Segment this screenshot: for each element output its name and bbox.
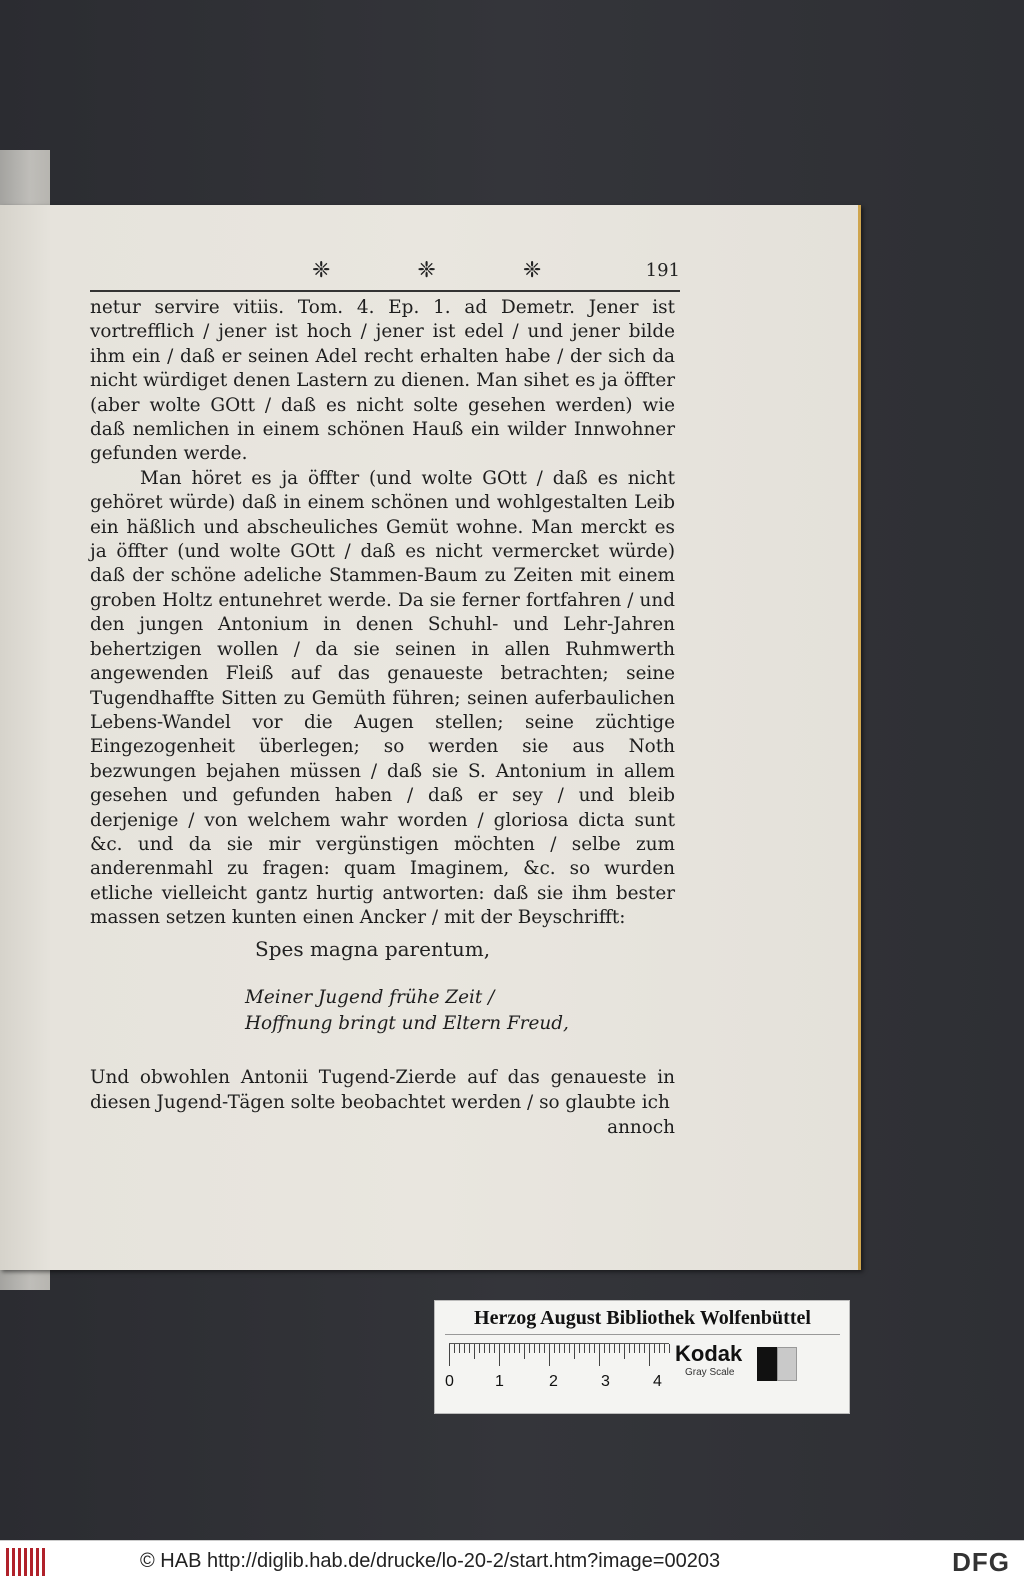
catchword: annoch bbox=[607, 1117, 675, 1138]
ruler-tick bbox=[584, 1344, 585, 1353]
ruler-tick bbox=[619, 1344, 620, 1353]
paragraph-1: netur servire vitiis. Tom. 4. Ep. 1. ad Demetr. Jener ist vortrefflich / jener ist hoch / jener ist edel / und jener bilde ihm ein / daß er seinen Adel recht erhalten habe / der sich da nicht würdiget denen Lastern zu dienen. Man sihet es ja öffter (aber wolte GOtt / daß es nicht solte gesehen werden) wie daß nemlichen in einem schönen Hauß ein wilder Innwohner gefunden werde. bbox=[90, 297, 675, 465]
ruler-tick bbox=[459, 1344, 460, 1353]
ruler-tick bbox=[654, 1344, 655, 1353]
ruler-tick bbox=[664, 1344, 665, 1353]
ruler-tick bbox=[589, 1344, 590, 1353]
ruler-tick bbox=[629, 1344, 630, 1353]
ruler-tick bbox=[579, 1344, 580, 1353]
dfg-logo: DFG bbox=[952, 1547, 1010, 1577]
ruler-number: 3 bbox=[601, 1373, 610, 1390]
black-swatch bbox=[757, 1347, 777, 1381]
ruler-tick bbox=[669, 1344, 670, 1353]
verse-line-1: Meiner Jugend frühe Zeit / bbox=[245, 987, 495, 1008]
ornament-row: ❈ ❈ ❈ bbox=[312, 258, 582, 283]
ruler-tick bbox=[639, 1344, 640, 1353]
color-calibration-card bbox=[434, 1300, 850, 1414]
latin-motto: Spes magna parentum, bbox=[255, 937, 491, 961]
ruler-number: 2 bbox=[549, 1373, 558, 1390]
ruler-tick bbox=[484, 1344, 485, 1353]
ruler-number: 0 bbox=[445, 1373, 454, 1390]
ruler-tick bbox=[644, 1344, 645, 1353]
ruler-tick bbox=[504, 1344, 505, 1353]
ruler-tick bbox=[494, 1344, 495, 1353]
footer-bar bbox=[0, 1540, 1024, 1583]
ruler-tick bbox=[479, 1344, 480, 1353]
gray-scale-label: Gray Scale bbox=[685, 1367, 735, 1378]
ruler-tick bbox=[539, 1344, 540, 1353]
ruler-tick bbox=[529, 1344, 530, 1353]
closing-text: Und obwohlen Antonii Tugend-Zierde auf das genaueste in diesen Jugend-Tägen solte beobachtet werden / so glaubte ich bbox=[90, 1067, 675, 1113]
ruler-tick bbox=[559, 1344, 560, 1353]
ruler-tick bbox=[634, 1344, 635, 1353]
hab-logo-icon bbox=[6, 1548, 46, 1576]
ruler-tick bbox=[469, 1344, 470, 1353]
page-header bbox=[300, 258, 680, 288]
ruler-tick bbox=[544, 1344, 545, 1353]
ruler-tick bbox=[489, 1344, 490, 1353]
ruler-tick bbox=[574, 1344, 575, 1359]
ruler-tick bbox=[659, 1344, 660, 1353]
ruler-tick bbox=[649, 1344, 650, 1366]
ruler-tick bbox=[609, 1344, 610, 1353]
ruler-tick bbox=[599, 1344, 600, 1366]
ruler-tick bbox=[514, 1344, 515, 1353]
ruler-tick bbox=[524, 1344, 525, 1359]
ruler-tick bbox=[449, 1344, 450, 1366]
ruler-numbers bbox=[445, 1373, 675, 1393]
ruler-tick bbox=[614, 1344, 615, 1353]
body-text bbox=[90, 296, 675, 931]
ruler-tick bbox=[464, 1344, 465, 1353]
ruler-number: 4 bbox=[653, 1373, 662, 1390]
ruler-tick bbox=[499, 1344, 500, 1366]
gray-swatch bbox=[777, 1347, 797, 1381]
ruler-tick bbox=[624, 1344, 625, 1359]
page-number: 191 bbox=[645, 260, 680, 281]
paragraph-2: Man höret es ja öffter (und wolte GOtt / daß es nicht gehöret würde) daß in einem schönen und wohlgestalten Leib ein häßlich und abscheuliches Gemüt wohne. Man merckt es ja öffter (und wolte GOtt / daß es nicht vermercket würde) daß der schöne adeliche Stammen-Baum zu Zeiten mit einem groben Holtz entunehret werde. Da sie ferner fortfahren / und den jungen Antonium in denen Schuhl- und Lehr-Jahren behertzigen wollen / da sie seinen in allen Ruhmwerth angewenden Fleiß auf das genaueste betrachten; seine Tugendhaffte Sitten zu Gemüth führen; seinen auferbaulichen Lebens-Wandel vor die Augen stellen; seine züchtige Eingezogenheit überlegen; so werden sie aus Noth bezwungen bejahen müssen / daß sie S. Antonium in allem gesehen und gefunden haben / daß er sey / und bleib derjenige / von welchem wahr worden / gloriosa dicta sunt &c. und da sie mir vergünstigen möchten / selbe zum anderenmahl zu fragen: quam Imaginem, &c. so wurden etliche vielleicht gantz hurtig antworten: daß sie ihm bester massen setzen kunten einen Ancker / mit der Beyschrifft: bbox=[90, 467, 675, 929]
institution-name: Herzog August Bibliothek Wolfenbüttel bbox=[445, 1307, 840, 1335]
ruler-tick bbox=[534, 1344, 535, 1353]
verse bbox=[245, 985, 569, 1037]
verse-line-2: Hoffnung bringt und Eltern Freud, bbox=[245, 1013, 569, 1034]
copyright-link[interactable]: © HAB http://diglib.hab.de/drucke/lo-20-2/start.htm?image=00203 bbox=[140, 1550, 721, 1572]
ruler-tick bbox=[549, 1344, 550, 1366]
ruler-tick bbox=[604, 1344, 605, 1353]
ruler-number: 1 bbox=[495, 1373, 504, 1390]
ruler-tick bbox=[454, 1344, 455, 1353]
ruler-tick bbox=[594, 1344, 595, 1353]
ruler-tick bbox=[509, 1344, 510, 1353]
ruler bbox=[449, 1343, 669, 1370]
ruler-tick bbox=[569, 1344, 570, 1353]
ruler-tick bbox=[519, 1344, 520, 1353]
ruler-tick bbox=[564, 1344, 565, 1353]
header-rule bbox=[90, 290, 680, 292]
closing-paragraph bbox=[90, 1065, 675, 1140]
ruler-tick bbox=[554, 1344, 555, 1353]
ruler-tick bbox=[474, 1344, 475, 1359]
kodak-brand: Kodak bbox=[675, 1341, 743, 1366]
